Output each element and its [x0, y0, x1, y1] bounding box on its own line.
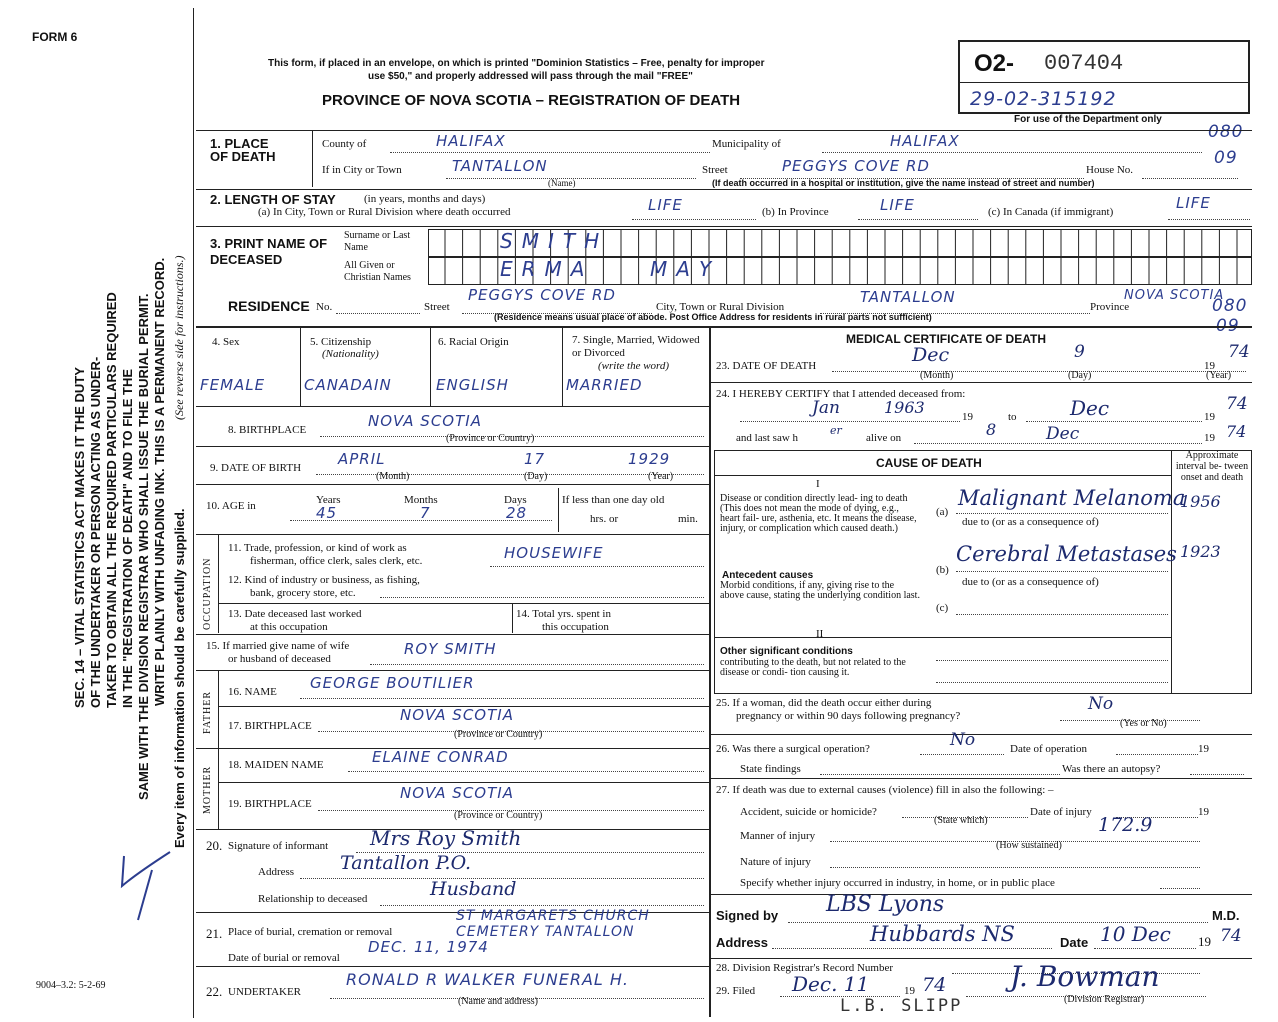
father-name-line [300, 698, 704, 699]
birthplace-label: 8. BIRTHPLACE [228, 424, 307, 436]
law-line-1: SEC. 14 – VITAL STATISTICS ACT MAKES IT THE DUTY [72, 367, 87, 708]
page-title: PROVINCE OF NOVA SCOTIA – REGISTRATION OF DEATH [322, 92, 741, 109]
notice-line-2: use $50," and properly addressed will pass through the mail "FREE" [368, 71, 693, 82]
nature-line [830, 867, 1200, 868]
occ-11-line [490, 566, 704, 567]
v-parents [218, 671, 219, 829]
attend-from-century: 19 [962, 411, 973, 423]
sex-label: 4. Sex [212, 336, 240, 348]
last-saw-day: 8 [986, 420, 997, 439]
surgery-line [920, 754, 1004, 755]
spouse-label-b: or husband of deceased [228, 653, 331, 665]
other-line-1 [936, 660, 1168, 661]
nature-label: Nature of injury [740, 856, 811, 868]
rule-after-25 [710, 734, 1252, 735]
father-birthplace-caption: (Province or Country) [454, 729, 543, 740]
attend-from-year: 1963 [884, 398, 925, 417]
mother-side-label: MOTHER [202, 765, 213, 814]
antecedent-label: Morbid conditions, if any, giving rise to the above cause, stating the underlying condition last. [720, 580, 920, 601]
dob-day-caption: (Day) [524, 471, 548, 482]
father-name-label: 16. NAME [228, 686, 277, 698]
doctor-address-value: Hubbards NS [870, 922, 1015, 946]
age-line [290, 520, 552, 521]
date-of-death-line [832, 371, 1246, 372]
state-findings-label: State findings [740, 763, 801, 775]
code-4: 09 [1216, 316, 1240, 336]
residence-street-label: Street [424, 301, 450, 313]
dob-month-caption: (Month) [376, 471, 410, 482]
print-name-label: 3. PRINT NAME OF DECEASED [210, 236, 328, 267]
v-13-14 [512, 604, 513, 633]
pregnancy-label-b: pregnancy or within 90 days following pregnancy? [736, 710, 961, 722]
law-line-3: TAKER TO OBTAIN ALL THE REQUIRED PARTICULARS REQUIRED [104, 292, 119, 708]
external-causes-label: 27. If death was due to external causes (violence) fill in also the following: – [716, 784, 1054, 796]
injury-century: 19 [1198, 806, 1209, 818]
v-age [558, 488, 559, 532]
residence-note: (Residence means usual place of abode. Post Office Address for residents in rural parts not sufficient) [494, 312, 932, 322]
given-2-value: MAY [650, 257, 721, 281]
manner-label: Manner of injury [740, 830, 816, 842]
dob-line [316, 474, 704, 475]
age-years-label: Years [316, 494, 341, 506]
cause-b-line [956, 571, 1168, 572]
rule-after-9 [196, 484, 709, 485]
birthplace-value: NOVA SCOTIA [368, 412, 482, 430]
dob-year: 1929 [628, 450, 671, 468]
informant-signature: Mrs Roy Smith [370, 826, 522, 850]
mother-maiden-label: 18. MAIDEN NAME [228, 759, 324, 771]
doctor-address-label: Address [716, 935, 769, 950]
municipality-value: HALIFAX [890, 132, 960, 150]
dob-label: 9. DATE OF BIRTH [210, 462, 302, 474]
city-value: TANTALLON [452, 157, 548, 175]
specify-line [1160, 888, 1200, 889]
code-2: 09 [1214, 148, 1238, 168]
stay-a-line [632, 219, 756, 220]
cause-c-label: (c) [936, 602, 949, 614]
undertaker-value: RONALD R WALKER FUNERAL H. [346, 970, 630, 989]
municipality-line [822, 152, 1202, 153]
age-months-label: Months [404, 494, 438, 506]
other-label: contributing to the death, but not related to the disease or condi- tion causing it. [720, 657, 906, 678]
stay-a-label: (a) In City, Town or Rural Division where death occurred [258, 206, 511, 218]
spouse-label-a: 15. If married give name of wife [206, 640, 350, 652]
burial-date-value: DEC. 11, 1974 [368, 938, 489, 956]
rule-after-14 [196, 634, 709, 635]
lt-day-label: If less than one day old [562, 494, 665, 506]
residence-city-value: TANTALLON [860, 288, 956, 306]
occ-14b: this occupation [542, 621, 609, 633]
autopsy-line [1190, 774, 1244, 775]
death-day-caption: (Day) [1068, 370, 1092, 381]
v-sex [300, 328, 301, 406]
dept-use-note: For use of the Department only [1014, 114, 1162, 125]
stay-b-value: LIFE [880, 196, 915, 214]
medical-title: MEDICAL CERTIFICATE OF DEATH [846, 332, 1046, 346]
item-22-number: 22. [206, 984, 223, 999]
stay-c-label: (c) In Canada (if immigrant) [988, 206, 1114, 218]
occ-12b: bank, grocery store, etc. [250, 587, 356, 599]
marital-sub: (write the word) [598, 360, 670, 372]
how-sustained-caption: (How sustained) [996, 840, 1062, 851]
signed-by-value: LBS Lyons [826, 892, 945, 917]
hrs-label: hrs. or [590, 513, 619, 525]
item-20-number: 20. [206, 838, 223, 853]
cause-b-value: Cerebral Metastases [956, 542, 1177, 566]
operation-date-label: Date of operation [1010, 743, 1087, 755]
occ-13a: 13. Date deceased last worked [228, 608, 362, 620]
filed-value: Dec. 11 [792, 972, 870, 996]
alive-on-label: alive on [866, 432, 902, 444]
stay-b-label: (b) In Province [762, 206, 829, 218]
length-of-stay-label: 2. LENGTH OF STAY [210, 192, 336, 207]
state-which-caption: (State which) [934, 815, 988, 826]
pregnancy-value: No [1088, 694, 1114, 714]
rule-after-18 [218, 782, 709, 783]
residence-street-value: PEGGYS COVE RD [468, 286, 616, 304]
occ-13b: at this occupation [250, 621, 328, 633]
reg-number: 007404 [1044, 51, 1124, 76]
rule-lower-top [196, 326, 1252, 328]
registrar-number-label: 28. Division Registrar's Record Number [716, 962, 894, 974]
residence-no-label: No. [316, 301, 333, 313]
father-name-value: GEORGE BOUTILIER [310, 674, 475, 692]
form-code: 9004–3.2: 5-2-69 [36, 980, 106, 991]
doctor-date-value: 10 Dec [1100, 922, 1171, 946]
attend-to-label: to [1008, 411, 1017, 423]
dob-month: APRIL [338, 450, 386, 468]
surgery-label: 26. Was there a surgical operation? [716, 743, 870, 755]
burial-place-value-2: CEMETERY TANTALLON [456, 924, 635, 940]
form-id: FORM 6 [32, 30, 78, 44]
name-caption: (Name) [548, 178, 576, 188]
due-to-a: due to (or as a consequence of) [962, 516, 1099, 528]
attend-from-line [740, 421, 960, 422]
stay-a-value: LIFE [648, 196, 683, 214]
manner-value: 172.9 [1098, 814, 1153, 836]
given-label: All Given or Christian Names [344, 260, 411, 283]
relationship-line [380, 905, 704, 906]
rule-after-signature [710, 958, 1252, 959]
operation-date-line [1116, 754, 1198, 755]
doctor-date-label: Date [1060, 935, 1089, 950]
rule-after-23 [710, 382, 1252, 383]
item-21-number: 21. [206, 926, 223, 941]
injury-date-label: Date of injury [1030, 806, 1092, 818]
attend-to-century: 19 [1204, 411, 1215, 423]
burial-date-label: Date of burial or removal [228, 952, 340, 964]
street-label: Street [702, 164, 728, 176]
filed-label: 29. Filed [716, 985, 756, 997]
interval-label: Approximate interval be- tween onset and death [1175, 450, 1249, 483]
age-label: 10. AGE in [206, 500, 256, 512]
accident-label: Accident, suicide or homicide? [740, 806, 877, 818]
age-days-label: Days [504, 494, 527, 506]
relationship-value: Husband [430, 878, 517, 900]
length-of-stay-sub: (in years, months and days) [364, 193, 486, 205]
center-divider [709, 327, 711, 1017]
cause-a-line [956, 513, 1168, 514]
registrar-caption: (Division Registrar) [1064, 994, 1145, 1005]
father-birthplace-label: 17. BIRTHPLACE [228, 720, 312, 732]
occ-11-value: HOUSEWIFE [504, 544, 604, 562]
s1-divider [312, 131, 313, 187]
citizenship-value: CANADAIN [304, 376, 392, 394]
house-line [1142, 178, 1238, 179]
state-findings-line [820, 774, 1060, 775]
reverse-note: (See reverse side for instructions.) [172, 255, 186, 420]
residence-province-label: Province [1090, 301, 1130, 313]
v-cit [430, 328, 431, 406]
law-line-4: IN THE "REGISTRATION OF DEATH" AND TO FILE THE [120, 368, 135, 708]
hospital-note: (If death occurred in a hospital or institution, give the name instead of street and number) [712, 178, 1095, 188]
mother-birthplace-label: 19. BIRTHPLACE [228, 798, 312, 810]
age-months: 7 [420, 504, 431, 522]
race-label: 6. Racial Origin [438, 336, 509, 348]
residence-city-label: City, Town or Rural Division [656, 301, 785, 313]
marital-label: 7. Single, Married, Widowed or Divorced [572, 334, 700, 359]
pregnancy-label-a: 25. If a woman, did the death occur either during [716, 697, 932, 709]
rule-after-26 [710, 778, 1252, 779]
md-label: M.D. [1212, 908, 1240, 923]
county-value: HALIFAX [436, 132, 506, 150]
residence-province-value: NOVA SCOTIA [1124, 288, 1225, 303]
cause-title: CAUSE OF DEATH [876, 456, 982, 470]
undertaker-caption: (Name and address) [458, 996, 538, 1007]
last-saw-year: 74 [1226, 422, 1247, 441]
cause-b-interval: 1923 [1180, 542, 1221, 561]
house-label: House No. [1086, 164, 1134, 176]
roman-two: II [816, 628, 824, 640]
registrar-stamp: L.B. SLIPP [840, 996, 963, 1016]
other-line-2 [936, 682, 1168, 683]
attend-to-line [1026, 421, 1202, 422]
death-day: 9 [1074, 342, 1085, 362]
cause-a-interval: 1956 [1180, 492, 1221, 511]
disease-label: Disease or condition directly lead- ing to death (This does not mean the mode of dying, e.g., heart fail- ure, asthenia, etc. It means the disease, injury, or complication which caused death.) [720, 493, 917, 534]
rule-after-15 [196, 670, 709, 671]
attend-to-year: 74 [1226, 394, 1248, 414]
surname-value: SMITH [500, 229, 609, 253]
marital-value: MARRIED [566, 376, 643, 394]
cause-a-label: (a) [936, 506, 949, 518]
roman-one: I [816, 478, 820, 490]
rule-after-8 [196, 446, 709, 447]
date-of-death-label: 23. DATE OF DEATH [716, 360, 817, 372]
death-year: 74 [1228, 342, 1250, 362]
doctor-date-century: 19 [1198, 934, 1211, 949]
left-margin-rule [193, 8, 194, 1018]
death-century: 19 [1204, 360, 1215, 372]
last-saw-century: 19 [1204, 432, 1215, 444]
rule-after-7 [196, 406, 709, 407]
informant-address-label: Address [258, 866, 295, 878]
doctor-date-year: 74 [1220, 926, 1242, 946]
age-years: 45 [316, 504, 338, 522]
reg-handwritten: 29-02-315192 [970, 88, 1117, 110]
death-month-caption: (Month) [920, 370, 954, 381]
father-side-label: FATHER [202, 690, 213, 734]
attend-from-month: Jan [812, 398, 840, 418]
dob-year-caption: (Year) [648, 471, 674, 482]
citizenship-sub: (Nationality) [322, 348, 379, 360]
place-of-death-label: 1. PLACE OF DEATH [210, 136, 276, 164]
occ-12a: 12. Kind of industry or business, as fishing, [228, 574, 420, 586]
doctor-date-line [1094, 948, 1196, 949]
occ-14a: 14. Total yrs. spent in [516, 608, 611, 620]
last-saw-month: Dec [1046, 424, 1080, 444]
mother-maiden-value: ELAINE CONRAD [372, 748, 509, 766]
death-year-caption: (Year) [1206, 370, 1232, 381]
rule-s1-top [196, 130, 1252, 131]
occ-11a: 11. Trade, profession, or kind of work as [228, 542, 407, 554]
occ-11b: fisherman, office clerk, sales clerk, etc. [250, 555, 423, 567]
spouse-value: ROY SMITH [404, 640, 497, 658]
attend-to-month: Dec [1070, 396, 1110, 420]
operation-century: 19 [1198, 743, 1209, 755]
rule-after-27 [710, 894, 1252, 895]
rule-s2-top [196, 189, 1252, 190]
informant-address: Tantallon P.O. [340, 852, 472, 874]
rule-before-13 [218, 603, 709, 604]
rule-after-10 [196, 534, 709, 535]
rule-s3-top [196, 226, 1252, 227]
filed-century: 19 [904, 985, 915, 997]
code-3: 080 [1212, 296, 1248, 316]
autopsy-label: Was there an autopsy? [1062, 763, 1161, 775]
law-line-2: OF THE UNDERTAKER OR PERSON ACTING AS UNDER- [88, 356, 103, 708]
mother-birthplace-caption: (Province or Country) [454, 810, 543, 821]
v-occupation [218, 535, 219, 633]
stay-c-line [1168, 219, 1250, 220]
stay-b-line [858, 219, 978, 220]
min-label: min. [678, 513, 698, 525]
death-month: Dec [912, 344, 950, 366]
last-saw-h: er [830, 424, 842, 437]
occ-12-line [380, 597, 704, 598]
city-label: If in City or Town [322, 164, 402, 176]
spouse-line [370, 664, 704, 665]
birthplace-caption: (Province or Country) [446, 433, 535, 444]
surgery-value: No [950, 730, 976, 750]
registrar-signature: J. Bowman [1010, 960, 1160, 993]
residence-no-line [336, 313, 420, 314]
street-value: PEGGYS COVE RD [782, 157, 930, 175]
antecedent-title: Antecedent causes [722, 570, 814, 581]
careful-note: Every item of information should be carefully supplied. [172, 508, 187, 848]
relationship-label: Relationship to deceased [258, 893, 368, 905]
age-days: 28 [506, 504, 528, 522]
mother-birthplace-value: NOVA SCOTIA [400, 784, 514, 802]
mother-maiden-line [348, 771, 704, 772]
certify-label: 24. I HEREBY CERTIFY that I attended deceased from: [716, 388, 966, 400]
occupation-side-label: OCCUPATION [202, 557, 213, 630]
informant-label: Signature of informant [228, 840, 329, 852]
margin-check-mark [112, 846, 182, 926]
cause-a-value: Malignant Melanoma [958, 486, 1186, 510]
residence-label: RESIDENCE [228, 298, 310, 314]
code-1: 080 [1208, 122, 1244, 142]
notice-line-1: This form, if placed in an envelope, on which is printed "Dominion Statistics – Free, penalty for improper [268, 58, 765, 69]
law-line-6: WRITE PLAINLY WITH UNFADING INK. THIS IS A PERMANENT RECORD. [152, 257, 167, 706]
race-value: ENGLISH [436, 376, 509, 394]
burial-place-value-1: ST MARGARETS CHURCH [456, 908, 650, 924]
doctor-address-line [772, 948, 1052, 949]
county-label: County of [322, 138, 367, 150]
yes-no-caption: (Yes or No) [1120, 718, 1167, 729]
stay-c-value: LIFE [1176, 194, 1211, 212]
due-to-b: due to (or as a consequence of) [962, 576, 1099, 588]
dob-day: 17 [524, 450, 546, 468]
father-birthplace-value: NOVA SCOTIA [400, 706, 514, 724]
cause-c-line [956, 614, 1168, 615]
last-saw-label: and last saw h [736, 432, 799, 444]
undertaker-label: UNDERTAKER [228, 986, 302, 998]
citizenship-label: 5. Citizenship [310, 336, 372, 348]
filed-year: 74 [922, 974, 947, 996]
rule-after-21 [196, 966, 709, 967]
signed-by-label: Signed by [716, 908, 779, 923]
surname-label: Surname or Last Name [344, 230, 411, 253]
law-line-5: SAME WITH THE DIVISION REGISTRAR WHO SHALL ISSUE THE BURIAL PERMIT. [136, 293, 151, 800]
cause-b-label: (b) [936, 564, 949, 576]
sex-value: FEMALE [200, 376, 266, 394]
v-race [562, 328, 563, 406]
municipality-label: Municipality of [712, 138, 781, 150]
specify-label: Specify whether injury occurred in industry, in home, or in public place [740, 877, 1055, 889]
given-1-value: ERMA [500, 257, 594, 281]
other-title: Other significant conditions [720, 646, 853, 657]
county-line [390, 152, 710, 153]
registration-number-box [958, 40, 1250, 114]
burial-place-label: Place of burial, cremation or removal [228, 926, 393, 938]
reg-prefix: O2- [974, 50, 1015, 77]
